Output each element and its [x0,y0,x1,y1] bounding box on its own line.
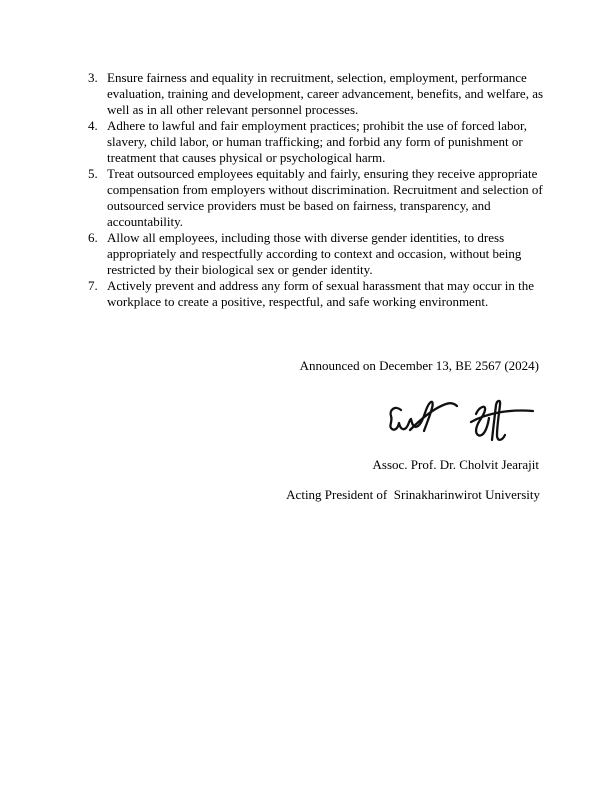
handwritten-signature-icon [384,397,536,449]
list-item [88,118,549,166]
signer-name: Assoc. Prof. Dr. Cholvit Jearajit [372,457,539,472]
list-item [88,166,549,230]
list-item-text: Ensure fairness and equality in recruitment, selection, employment, performance evaluation, training and development, career advancement, benefits, and welfare, as well as in all other relevant personnel processes. [107,70,544,117]
list-item-number: 5. [88,166,98,181]
list-item-text: Treat outsourced employees equitably and fairly, ensuring they receive appropriate compensation from employers without discrimination. Recruitment and selection of outsourced service providers must be based on fairness, transparency, and accountability. [107,166,543,229]
list-item [88,70,549,118]
list-item-number: 4. [88,118,98,133]
list-item-text: Adhere to lawful and fair employment practices; prohibit the use of forced labor, slavery, child labor, or human trafficking; and forbid any form of punishment or treatment that causes physical or psychological harm. [107,118,528,165]
list-item-number: 6. [88,230,98,245]
announcement-date-line: Announced on December 13, BE 2567 (2024) [299,358,539,373]
list-item-number: 3. [88,70,98,85]
list-item-number: 7. [88,278,98,293]
numbered-list [88,70,549,310]
list-item [88,278,549,310]
list-item-text: Actively prevent and address any form of sexual harassment that may occur in the workplace to create a positive, respectful, and safe working environment. [107,278,535,309]
signer-title: Acting President of Srinakharinwirot University [286,487,540,502]
list-item-text: Allow all employees, including those with diverse gender identities, to dress appropriately and respectfully according to context and occasion, without being restricted by their biological sex or gender identity. [107,230,522,277]
list-item [88,230,549,278]
